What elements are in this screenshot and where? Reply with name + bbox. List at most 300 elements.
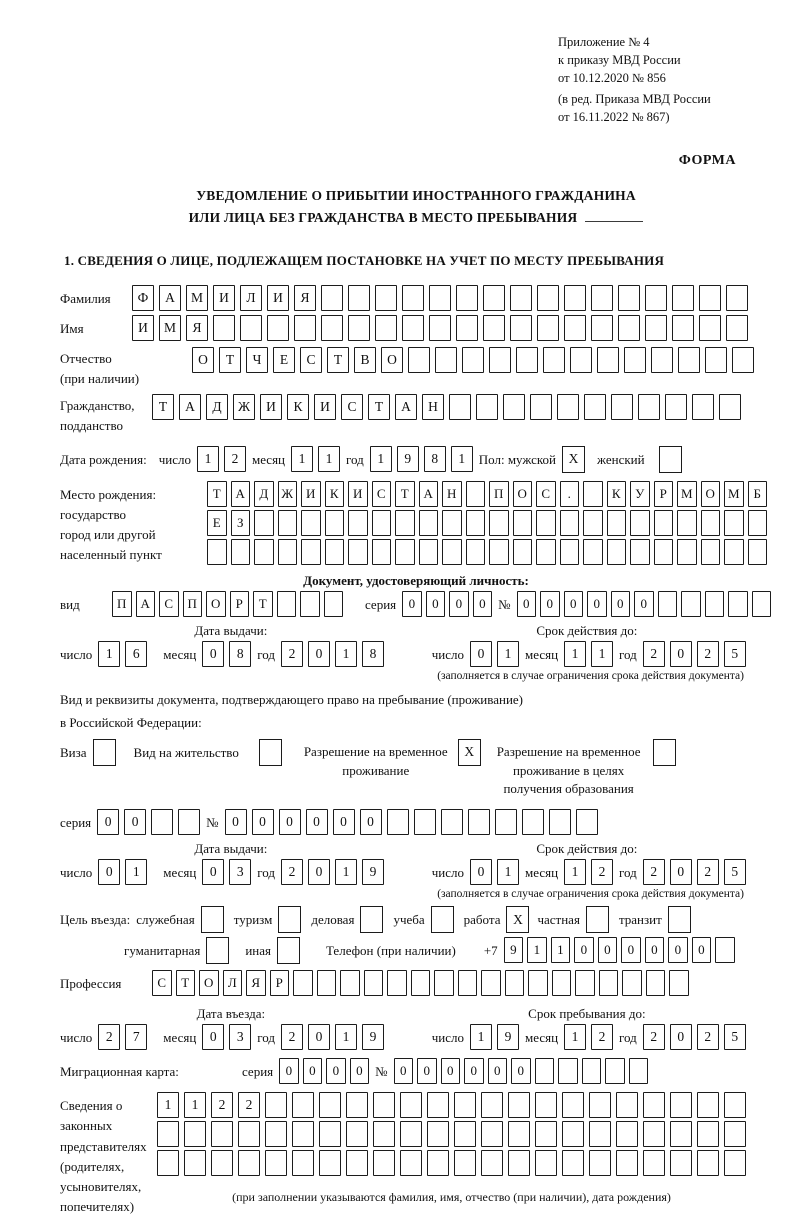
char-cell[interactable]: О <box>701 481 721 507</box>
char-cell[interactable] <box>643 1121 665 1147</box>
char-cell[interactable] <box>724 1150 746 1176</box>
char-cell[interactable]: К <box>287 394 309 420</box>
char-cell[interactable] <box>513 510 533 536</box>
char-cell[interactable]: Л <box>223 970 243 996</box>
char-cell[interactable] <box>510 315 532 341</box>
char-cell[interactable]: 2 <box>224 446 246 472</box>
char-cell[interactable]: 0 <box>98 859 120 885</box>
char-cell[interactable] <box>346 1092 368 1118</box>
char-cell[interactable] <box>238 1121 260 1147</box>
char-cell[interactable] <box>591 285 613 311</box>
char-cell[interactable] <box>301 510 321 536</box>
char-cell[interactable]: Ч <box>246 347 268 373</box>
char-cell[interactable]: Н <box>422 394 444 420</box>
char-cell[interactable] <box>408 347 430 373</box>
char-cell[interactable] <box>536 510 556 536</box>
char-cell[interactable] <box>535 1092 557 1118</box>
char-cell[interactable] <box>699 285 721 311</box>
char-cell[interactable]: И <box>213 285 235 311</box>
char-cell[interactable] <box>402 285 424 311</box>
char-cell[interactable] <box>528 970 548 996</box>
char-cell[interactable]: М <box>677 481 697 507</box>
char-cell[interactable]: 8 <box>229 641 251 667</box>
char-cell[interactable] <box>752 591 772 617</box>
char-cell[interactable]: А <box>136 591 156 617</box>
edu-residence-checkbox[interactable] <box>653 739 676 766</box>
char-cell[interactable] <box>583 510 603 536</box>
char-cell[interactable] <box>654 539 674 565</box>
char-cell[interactable]: 5 <box>724 641 746 667</box>
char-cell[interactable] <box>454 1092 476 1118</box>
char-cell[interactable] <box>670 1150 692 1176</box>
char-cell[interactable] <box>584 394 606 420</box>
char-cell[interactable]: 1 <box>184 1092 206 1118</box>
purpose-official-checkbox[interactable] <box>201 906 224 933</box>
char-cell[interactable]: 1 <box>497 859 519 885</box>
char-cell[interactable]: С <box>536 481 556 507</box>
char-cell[interactable] <box>589 1121 611 1147</box>
char-cell[interactable] <box>254 539 274 565</box>
char-cell[interactable] <box>387 970 407 996</box>
char-cell[interactable] <box>705 347 727 373</box>
char-cell[interactable]: 0 <box>574 937 594 963</box>
char-cell[interactable]: 0 <box>470 641 492 667</box>
char-cell[interactable] <box>231 539 251 565</box>
char-cell[interactable]: 9 <box>362 1024 384 1050</box>
char-cell[interactable]: Ж <box>278 481 298 507</box>
char-cell[interactable] <box>395 510 415 536</box>
char-cell[interactable]: 1 <box>370 446 392 472</box>
char-cell[interactable]: О <box>206 591 226 617</box>
char-cell[interactable] <box>616 1121 638 1147</box>
char-cell[interactable] <box>481 1150 503 1176</box>
char-cell[interactable]: К <box>325 481 345 507</box>
char-cell[interactable] <box>454 1121 476 1147</box>
char-cell[interactable] <box>489 347 511 373</box>
char-cell[interactable]: 3 <box>229 859 251 885</box>
char-cell[interactable] <box>292 1150 314 1176</box>
char-cell[interactable] <box>643 1150 665 1176</box>
char-cell[interactable] <box>618 285 640 311</box>
char-cell[interactable]: 0 <box>488 1058 508 1084</box>
char-cell[interactable] <box>265 1150 287 1176</box>
char-cell[interactable]: 0 <box>306 809 328 835</box>
char-cell[interactable] <box>665 394 687 420</box>
char-cell[interactable] <box>630 510 650 536</box>
char-cell[interactable]: Т <box>176 970 196 996</box>
char-cell[interactable] <box>697 1121 719 1147</box>
char-cell[interactable]: 0 <box>670 641 692 667</box>
char-cell[interactable] <box>697 1092 719 1118</box>
char-cell[interactable]: 9 <box>497 1024 519 1050</box>
char-cell[interactable]: М <box>159 315 181 341</box>
char-cell[interactable]: 0 <box>670 859 692 885</box>
char-cell[interactable] <box>599 970 619 996</box>
char-cell[interactable] <box>364 970 384 996</box>
char-cell[interactable]: 8 <box>362 641 384 667</box>
char-cell[interactable] <box>724 510 744 536</box>
char-cell[interactable] <box>724 539 744 565</box>
char-cell[interactable] <box>481 1121 503 1147</box>
char-cell[interactable]: 1 <box>125 859 147 885</box>
char-cell[interactable] <box>277 591 297 617</box>
char-cell[interactable] <box>372 510 392 536</box>
char-cell[interactable]: 0 <box>668 937 688 963</box>
char-cell[interactable]: 1 <box>564 641 586 667</box>
char-cell[interactable]: 9 <box>397 446 419 472</box>
char-cell[interactable] <box>607 510 627 536</box>
char-cell[interactable]: 0 <box>350 1058 370 1084</box>
char-cell[interactable] <box>278 539 298 565</box>
char-cell[interactable]: 2 <box>643 641 665 667</box>
char-cell[interactable]: И <box>267 285 289 311</box>
char-cell[interactable]: 0 <box>333 809 355 835</box>
char-cell[interactable] <box>400 1121 422 1147</box>
char-cell[interactable] <box>570 347 592 373</box>
char-cell[interactable] <box>292 1092 314 1118</box>
char-cell[interactable]: Ж <box>233 394 255 420</box>
char-cell[interactable]: И <box>301 481 321 507</box>
char-cell[interactable] <box>346 1121 368 1147</box>
char-cell[interactable] <box>211 1121 233 1147</box>
char-cell[interactable]: 0 <box>540 591 560 617</box>
char-cell[interactable]: 1 <box>318 446 340 472</box>
char-cell[interactable]: 0 <box>402 591 422 617</box>
char-cell[interactable]: 0 <box>308 641 330 667</box>
char-cell[interactable] <box>375 315 397 341</box>
char-cell[interactable]: 2 <box>697 641 719 667</box>
char-cell[interactable] <box>597 347 619 373</box>
char-cell[interactable]: И <box>314 394 336 420</box>
char-cell[interactable]: 0 <box>124 809 146 835</box>
char-cell[interactable] <box>184 1150 206 1176</box>
char-cell[interactable]: 0 <box>279 1058 299 1084</box>
char-cell[interactable]: 0 <box>634 591 654 617</box>
char-cell[interactable] <box>178 809 200 835</box>
char-cell[interactable]: 0 <box>97 809 119 835</box>
char-cell[interactable]: 0 <box>470 859 492 885</box>
char-cell[interactable]: 0 <box>692 937 712 963</box>
char-cell[interactable]: Т <box>207 481 227 507</box>
purpose-transit-checkbox[interactable] <box>668 906 691 933</box>
char-cell[interactable] <box>442 510 462 536</box>
char-cell[interactable] <box>583 539 603 565</box>
char-cell[interactable] <box>211 1150 233 1176</box>
char-cell[interactable]: С <box>341 394 363 420</box>
char-cell[interactable] <box>238 1150 260 1176</box>
char-cell[interactable] <box>591 315 613 341</box>
char-cell[interactable] <box>414 809 436 835</box>
char-cell[interactable] <box>429 285 451 311</box>
char-cell[interactable] <box>372 539 392 565</box>
char-cell[interactable]: Ф <box>132 285 154 311</box>
char-cell[interactable]: 7 <box>125 1024 147 1050</box>
char-cell[interactable] <box>317 970 337 996</box>
char-cell[interactable] <box>575 970 595 996</box>
char-cell[interactable]: 1 <box>527 937 547 963</box>
char-cell[interactable]: У <box>630 481 650 507</box>
char-cell[interactable]: 0 <box>202 641 224 667</box>
char-cell[interactable]: 1 <box>564 1024 586 1050</box>
char-cell[interactable]: 0 <box>517 591 537 617</box>
char-cell[interactable]: 0 <box>511 1058 531 1084</box>
char-cell[interactable] <box>622 970 642 996</box>
char-cell[interactable] <box>324 591 344 617</box>
char-cell[interactable] <box>395 539 415 565</box>
char-cell[interactable] <box>560 510 580 536</box>
char-cell[interactable]: Д <box>254 481 274 507</box>
char-cell[interactable] <box>411 970 431 996</box>
char-cell[interactable]: С <box>159 591 179 617</box>
char-cell[interactable] <box>300 591 320 617</box>
char-cell[interactable]: 0 <box>225 809 247 835</box>
char-cell[interactable]: 1 <box>470 1024 492 1050</box>
char-cell[interactable]: 0 <box>621 937 641 963</box>
char-cell[interactable]: 2 <box>697 859 719 885</box>
char-cell[interactable] <box>468 809 490 835</box>
char-cell[interactable]: А <box>419 481 439 507</box>
char-cell[interactable]: П <box>489 481 509 507</box>
char-cell[interactable] <box>724 1092 746 1118</box>
char-cell[interactable] <box>562 1092 584 1118</box>
char-cell[interactable] <box>697 1150 719 1176</box>
char-cell[interactable] <box>510 285 532 311</box>
char-cell[interactable]: М <box>186 285 208 311</box>
char-cell[interactable] <box>427 1092 449 1118</box>
char-cell[interactable] <box>476 394 498 420</box>
purpose-private-checkbox[interactable] <box>586 906 609 933</box>
char-cell[interactable]: 2 <box>238 1092 260 1118</box>
temp-residence-checkbox[interactable]: X <box>458 739 481 766</box>
char-cell[interactable]: 1 <box>551 937 571 963</box>
char-cell[interactable] <box>466 510 486 536</box>
char-cell[interactable]: С <box>300 347 322 373</box>
char-cell[interactable] <box>458 970 478 996</box>
char-cell[interactable] <box>373 1121 395 1147</box>
char-cell[interactable]: Д <box>206 394 228 420</box>
char-cell[interactable]: О <box>192 347 214 373</box>
char-cell[interactable] <box>483 315 505 341</box>
char-cell[interactable] <box>516 347 538 373</box>
char-cell[interactable]: 0 <box>308 859 330 885</box>
char-cell[interactable] <box>611 394 633 420</box>
char-cell[interactable]: З <box>231 510 251 536</box>
sex-female-checkbox[interactable] <box>659 446 682 473</box>
char-cell[interactable] <box>495 809 517 835</box>
char-cell[interactable]: 2 <box>591 1024 613 1050</box>
char-cell[interactable]: Я <box>246 970 266 996</box>
char-cell[interactable] <box>508 1150 530 1176</box>
char-cell[interactable]: 5 <box>724 1024 746 1050</box>
char-cell[interactable]: 2 <box>281 1024 303 1050</box>
char-cell[interactable] <box>557 394 579 420</box>
char-cell[interactable] <box>646 970 666 996</box>
char-cell[interactable]: 2 <box>697 1024 719 1050</box>
char-cell[interactable] <box>265 1121 287 1147</box>
char-cell[interactable] <box>454 1150 476 1176</box>
char-cell[interactable]: 2 <box>591 859 613 885</box>
char-cell[interactable] <box>375 285 397 311</box>
char-cell[interactable] <box>489 539 509 565</box>
char-cell[interactable]: 1 <box>335 1024 357 1050</box>
char-cell[interactable] <box>543 347 565 373</box>
char-cell[interactable] <box>207 539 227 565</box>
char-cell[interactable]: Т <box>253 591 273 617</box>
char-cell[interactable] <box>419 539 439 565</box>
char-cell[interactable]: 0 <box>598 937 618 963</box>
char-cell[interactable] <box>562 1150 584 1176</box>
char-cell[interactable]: Б <box>748 481 768 507</box>
char-cell[interactable]: П <box>183 591 203 617</box>
char-cell[interactable] <box>583 481 603 507</box>
char-cell[interactable] <box>677 510 697 536</box>
char-cell[interactable] <box>442 539 462 565</box>
char-cell[interactable] <box>576 809 598 835</box>
char-cell[interactable] <box>456 285 478 311</box>
char-cell[interactable] <box>726 315 748 341</box>
char-cell[interactable] <box>719 394 741 420</box>
char-cell[interactable] <box>456 315 478 341</box>
char-cell[interactable]: О <box>513 481 533 507</box>
char-cell[interactable] <box>373 1150 395 1176</box>
char-cell[interactable] <box>705 591 725 617</box>
char-cell[interactable] <box>466 539 486 565</box>
char-cell[interactable]: 2 <box>211 1092 233 1118</box>
char-cell[interactable]: 2 <box>281 859 303 885</box>
char-cell[interactable] <box>346 1150 368 1176</box>
char-cell[interactable]: 3 <box>229 1024 251 1050</box>
char-cell[interactable] <box>748 510 768 536</box>
char-cell[interactable] <box>607 539 627 565</box>
char-cell[interactable] <box>466 481 486 507</box>
char-cell[interactable] <box>503 394 525 420</box>
char-cell[interactable]: 1 <box>291 446 313 472</box>
char-cell[interactable]: 6 <box>125 641 147 667</box>
char-cell[interactable] <box>638 394 660 420</box>
char-cell[interactable]: К <box>607 481 627 507</box>
char-cell[interactable] <box>151 809 173 835</box>
char-cell[interactable]: 2 <box>281 641 303 667</box>
char-cell[interactable]: 1 <box>451 446 473 472</box>
char-cell[interactable] <box>508 1121 530 1147</box>
char-cell[interactable] <box>321 315 343 341</box>
char-cell[interactable] <box>732 347 754 373</box>
char-cell[interactable]: 0 <box>564 591 584 617</box>
char-cell[interactable]: С <box>372 481 392 507</box>
char-cell[interactable] <box>645 285 667 311</box>
char-cell[interactable]: 0 <box>303 1058 323 1084</box>
char-cell[interactable]: 1 <box>335 859 357 885</box>
purpose-work-checkbox[interactable]: X <box>506 906 529 933</box>
char-cell[interactable] <box>582 1058 602 1084</box>
char-cell[interactable] <box>441 809 463 835</box>
char-cell[interactable] <box>562 1121 584 1147</box>
char-cell[interactable] <box>536 539 556 565</box>
char-cell[interactable] <box>348 315 370 341</box>
char-cell[interactable] <box>319 1092 341 1118</box>
char-cell[interactable] <box>618 315 640 341</box>
char-cell[interactable] <box>387 809 409 835</box>
char-cell[interactable] <box>672 285 694 311</box>
char-cell[interactable]: 0 <box>279 809 301 835</box>
char-cell[interactable] <box>535 1121 557 1147</box>
char-cell[interactable] <box>670 1121 692 1147</box>
char-cell[interactable] <box>294 315 316 341</box>
char-cell[interactable]: И <box>348 481 368 507</box>
char-cell[interactable]: Е <box>273 347 295 373</box>
char-cell[interactable]: 1 <box>157 1092 179 1118</box>
char-cell[interactable]: 0 <box>202 859 224 885</box>
char-cell[interactable] <box>560 539 580 565</box>
visa-checkbox[interactable] <box>93 739 116 766</box>
char-cell[interactable]: Т <box>395 481 415 507</box>
char-cell[interactable]: 0 <box>441 1058 461 1084</box>
char-cell[interactable]: 2 <box>98 1024 120 1050</box>
char-cell[interactable] <box>400 1150 422 1176</box>
char-cell[interactable] <box>699 315 721 341</box>
char-cell[interactable] <box>643 1092 665 1118</box>
char-cell[interactable] <box>645 315 667 341</box>
char-cell[interactable] <box>552 970 572 996</box>
char-cell[interactable] <box>726 285 748 311</box>
char-cell[interactable] <box>616 1092 638 1118</box>
char-cell[interactable]: 0 <box>611 591 631 617</box>
char-cell[interactable] <box>292 1121 314 1147</box>
char-cell[interactable]: 1 <box>98 641 120 667</box>
char-cell[interactable] <box>348 285 370 311</box>
char-cell[interactable] <box>427 1121 449 1147</box>
char-cell[interactable] <box>681 591 701 617</box>
char-cell[interactable] <box>419 510 439 536</box>
char-cell[interactable] <box>651 347 673 373</box>
char-cell[interactable] <box>319 1150 341 1176</box>
char-cell[interactable]: 0 <box>670 1024 692 1050</box>
char-cell[interactable] <box>530 394 552 420</box>
purpose-humanitarian-checkbox[interactable] <box>206 937 229 964</box>
char-cell[interactable]: 0 <box>202 1024 224 1050</box>
char-cell[interactable] <box>462 347 484 373</box>
residence-permit-checkbox[interactable] <box>259 739 282 766</box>
char-cell[interactable] <box>400 1092 422 1118</box>
char-cell[interactable] <box>692 394 714 420</box>
char-cell[interactable] <box>434 970 454 996</box>
char-cell[interactable]: И <box>132 315 154 341</box>
char-cell[interactable]: 0 <box>394 1058 414 1084</box>
char-cell[interactable]: 0 <box>308 1024 330 1050</box>
char-cell[interactable] <box>267 315 289 341</box>
char-cell[interactable]: 0 <box>417 1058 437 1084</box>
char-cell[interactable]: Р <box>270 970 290 996</box>
char-cell[interactable]: Т <box>368 394 390 420</box>
char-cell[interactable] <box>481 1092 503 1118</box>
char-cell[interactable]: 9 <box>504 937 524 963</box>
char-cell[interactable]: М <box>724 481 744 507</box>
char-cell[interactable]: 0 <box>252 809 274 835</box>
char-cell[interactable]: 2 <box>643 1024 665 1050</box>
char-cell[interactable]: А <box>179 394 201 420</box>
char-cell[interactable] <box>728 591 748 617</box>
char-cell[interactable] <box>629 1058 649 1084</box>
char-cell[interactable]: Л <box>240 285 262 311</box>
char-cell[interactable] <box>630 539 650 565</box>
char-cell[interactable]: О <box>381 347 403 373</box>
char-cell[interactable]: 0 <box>473 591 493 617</box>
char-cell[interactable]: 1 <box>197 446 219 472</box>
char-cell[interactable] <box>658 591 678 617</box>
char-cell[interactable] <box>301 539 321 565</box>
char-cell[interactable] <box>558 1058 578 1084</box>
char-cell[interactable]: А <box>159 285 181 311</box>
